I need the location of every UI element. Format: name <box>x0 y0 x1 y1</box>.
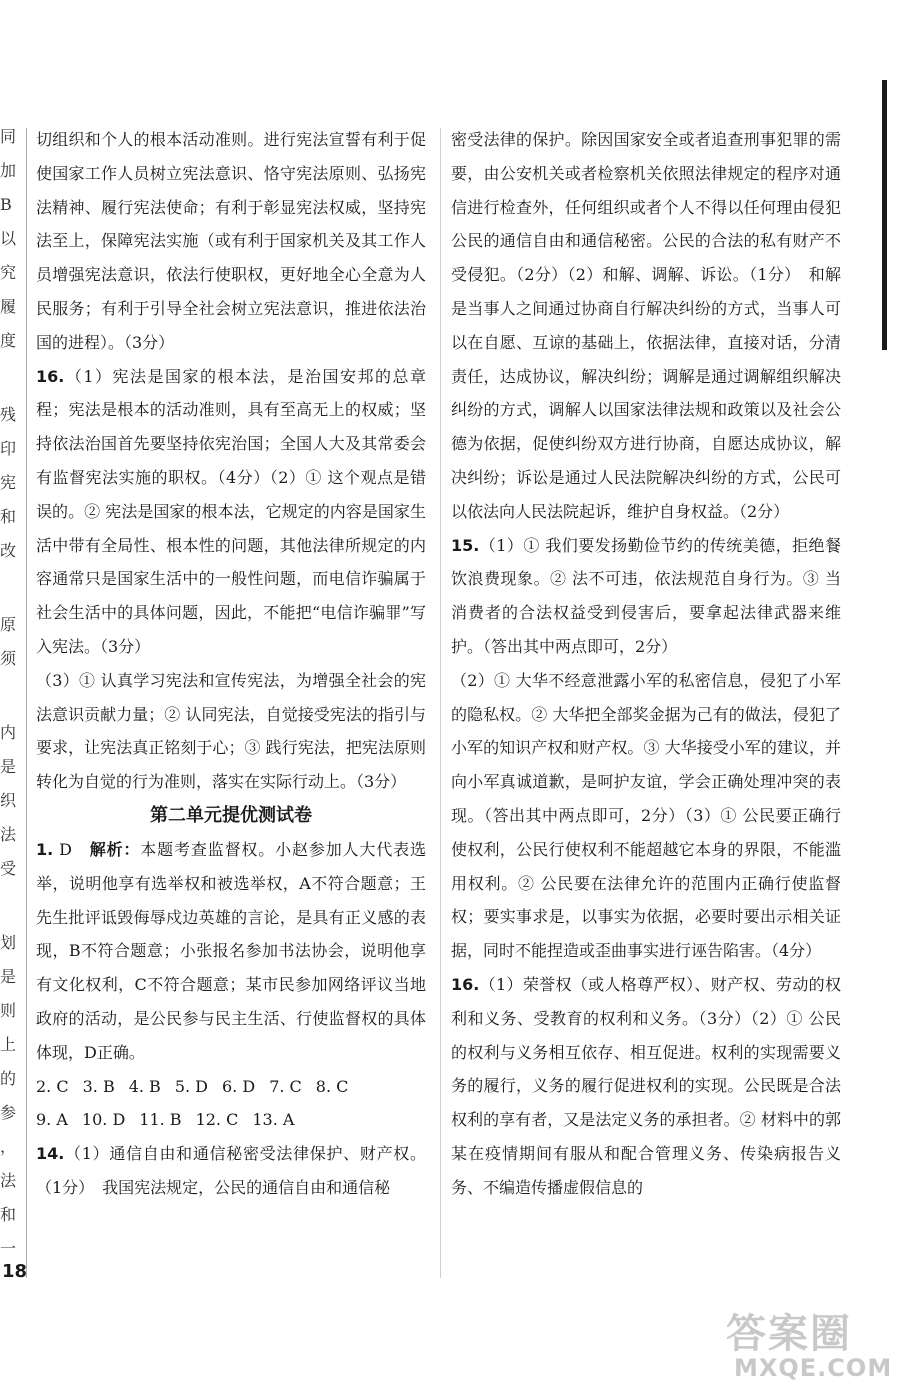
answer-paragraph: 切组织和个人的根本活动准则。进行宪法宣誓有利于促使国家工作人员树立宪法意识、恪守宪法原则、弘扬宪法精神、履行宪法使命；有利于彰显宪法权威，坚持宪法至上，保障宪法实施（或有利于国家机关及其工作人员增强宪法意识，依法行使职权，更好地全心全意为人民服务；有利于引导全社会树立宪法意识，推进依法治国的进程）。（3分） <box>36 130 426 352</box>
edge-char: 上 <box>0 1036 16 1054</box>
edge-char: 受 <box>0 860 16 878</box>
answer-item: 7. C <box>269 1076 302 1096</box>
answer-item: 2. C <box>36 1076 69 1096</box>
edge-char: 的 <box>0 1070 16 1088</box>
edge-gap <box>0 576 16 616</box>
edge-char: 宪 <box>0 474 16 492</box>
answer-letter: D <box>59 839 72 859</box>
corner-marker-bar <box>882 80 887 350</box>
question-number: 14. <box>36 1144 65 1164</box>
watermark-text: 答案圈 <box>726 1311 852 1357</box>
analysis-text: 本题考查监督权。小赵参加人大代表选举，说明他享有选举权和被选举权，A不符合题意；王先生批评诋毁侮辱戍边英雄的言论，是具有正义感的表现，B不符合题意；小张报名参加书法协会，说明他享有文化权利，C不符合题意；某市民参加网络评议当地政府的活动，是公民参与民主生活、行使监督权的具体体现，D正确。 <box>36 839 426 1062</box>
answer-item: 6. D <box>222 1076 256 1096</box>
edge-char: 加 <box>0 162 16 180</box>
edge-gap <box>0 684 16 724</box>
edge-char: 法 <box>0 1172 16 1190</box>
question-16-part3: （3）① 认真学习宪法和宣传宪法，为增强全社会的宪法意识贡献力量；② 认同宪法，自觉接受宪法的指引与要求，让宪法真正铭刻于心；③ 践行宪法，把宪法原则转化为自觉的行为准则，落实在实际行动上。（3分） <box>36 670 426 792</box>
edge-char: 印 <box>0 440 16 458</box>
question-16-answer <box>36 360 426 664</box>
question-14-answer <box>36 1137 426 1205</box>
answer-text: （1）通信自由和通信秘密受法律保护、财产权。（1分） 我国宪法规定，公民的通信自由和通信秘 <box>36 1144 426 1197</box>
section-title: 第二单元提优测试卷 <box>150 804 312 826</box>
question-number: 1. <box>36 839 54 859</box>
answer-item: 10. D <box>81 1110 126 1130</box>
question-15-part2: （2）① 大华不经意泄露小军的私密信息，侵犯了小军的隐私权。② 大华把全部奖金据为己有的做法，侵犯了小军的知识产权和财产权。③ 大华接受小军的建议，并向小军真诚道歉，是呵护友谊，学会正确处理冲突的表现。（答出其中两点即可，2分）（3）① 公民要正确行使权利，公民行使权利不能超越它本身的界限，不能滥用权利。② 公民要在法律允许的范围内正确行使监督权；要实事求是，以事实为依据，必要时要出示相关证据，同时不能捏造或歪曲事实进行诬告陷害。（4分） <box>451 670 841 961</box>
left-edge-fragment <box>0 128 16 1274</box>
answer-item: 4. B <box>128 1076 161 1096</box>
answers-row <box>36 1103 426 1137</box>
edge-char: 和 <box>0 508 16 526</box>
answer-item: 9. A <box>36 1110 68 1130</box>
edge-char: 究 <box>0 264 16 282</box>
question-1-answer <box>36 833 426 1070</box>
edge-char: B <box>0 196 12 214</box>
answer-text: （1）① 我们要发扬勤俭节约的传统美德，拒绝餐饮浪费现象。② 法不可违，依法规范自身行为。③ 当消费者的合法权益受到侵害后，要拿起法律武器来维护。（答出其中两点即可，2分） <box>451 535 841 656</box>
edge-char: 内 <box>0 724 16 742</box>
edge-char: 和 <box>0 1206 16 1224</box>
page-number: 18 <box>2 1261 28 1282</box>
question-number: 16. <box>36 366 65 386</box>
edge-char: 同 <box>0 128 16 146</box>
question-number: 15. <box>451 535 480 555</box>
edge-char: 一 <box>0 1240 16 1258</box>
question-number: 16. <box>451 974 480 994</box>
edge-gap <box>0 366 16 406</box>
edge-char: 是 <box>0 968 16 986</box>
watermark-url: MXQE.COM <box>734 1354 893 1382</box>
left-margin-rule <box>26 128 27 1278</box>
edge-char: 以 <box>0 230 16 248</box>
answers-row <box>36 1070 426 1104</box>
edge-char: 原 <box>0 616 16 634</box>
edge-char: 残 <box>0 406 16 424</box>
edge-char: 履 <box>0 298 16 316</box>
edge-char: 则 <box>0 1002 16 1020</box>
watermark-logo <box>726 1302 896 1388</box>
column-divider <box>440 128 441 1278</box>
answer-paragraph: 密受法律的保护。除因国家安全或者追查刑事犯罪的需要，由公安机关或者检察机关依照法律规定的程序对通信进行检查外，任何组织或者个人不得以任何理由侵犯公民的通信自由和通信秘密。公民的合法的私有财产不受侵犯。（2分）（2）和解、调解、诉讼。（1分） 和解是当事人之间通过协商自行解决纠纷的方式，当事人可以在自愿、互谅的基础上，依据法律，直接对话，分清责任，达成协议，解决纠纷；调解是通过调解组织解决纠纷的方式，调解人以国家法律法规和政策以及社会公德为依据，促使纠纷双方进行协商，自愿达成协议，解决纠纷；诉讼是通过人民法院解决纠纷的方式，公民可以依法向人民法院起诉，维护自身权益。（2分） <box>451 130 841 521</box>
right-column <box>451 123 841 1205</box>
answer-text: （1）宪法是国家的根本法，是治国安邦的总章程；宪法是根本的活动准则，具有至高无上的权威；坚持依法治国首先要坚持依宪治国；全国人大及其常委会有监督宪法实施的职权。（4分）（2）① 这个观点是错误的。② 宪法是国家的根本法，它规定的内容是国家生活中带有全局性、根本性的问题，其他法律所规定的内容通常只是国家生活中的一般性问题，而电信诈骗属于社会生活中的具体问题，因此，不能把“电信诈骗罪”写入宪法。（3分） <box>36 366 426 656</box>
edge-char: 是 <box>0 758 16 776</box>
answer-text: （1）荣誉权（或人格尊严权）、财产权、劳动的权利和义务、受教育的权利和义务。（3分）（2）① 公民的权利与义务相互依存、相互促进。权利的实现需要义务的履行，义务的履行促进权利的实现。公民既是合法权利的享有者，又是法定义务的承担者。② 材料中的郭某在疫情期间有服从和配合管理义务、传染病报告义务、不编造传播虚假信息的 <box>451 974 841 1197</box>
left-column <box>36 123 426 1205</box>
analysis-label: 解析： <box>89 839 141 859</box>
question-15-answer <box>451 529 841 664</box>
question-16-answer <box>451 968 841 1205</box>
answer-item: 8. C <box>315 1076 349 1096</box>
edge-char: 度 <box>0 332 16 350</box>
answer-item: 13. A <box>252 1110 295 1130</box>
answer-item: 12. C <box>195 1110 239 1130</box>
edge-char: ， <box>0 1138 16 1156</box>
answer-item: 11. B <box>139 1110 182 1130</box>
edge-char: 改 <box>0 542 16 560</box>
edge-char: 法 <box>0 826 16 844</box>
edge-char: 参 <box>0 1104 16 1122</box>
edge-char: 划 <box>0 934 16 952</box>
answer-item: 5. D <box>174 1076 208 1096</box>
edge-gap <box>0 894 16 934</box>
edge-char: 须 <box>0 650 16 668</box>
edge-char: 织 <box>0 792 16 810</box>
answer-item: 3. B <box>82 1076 115 1096</box>
